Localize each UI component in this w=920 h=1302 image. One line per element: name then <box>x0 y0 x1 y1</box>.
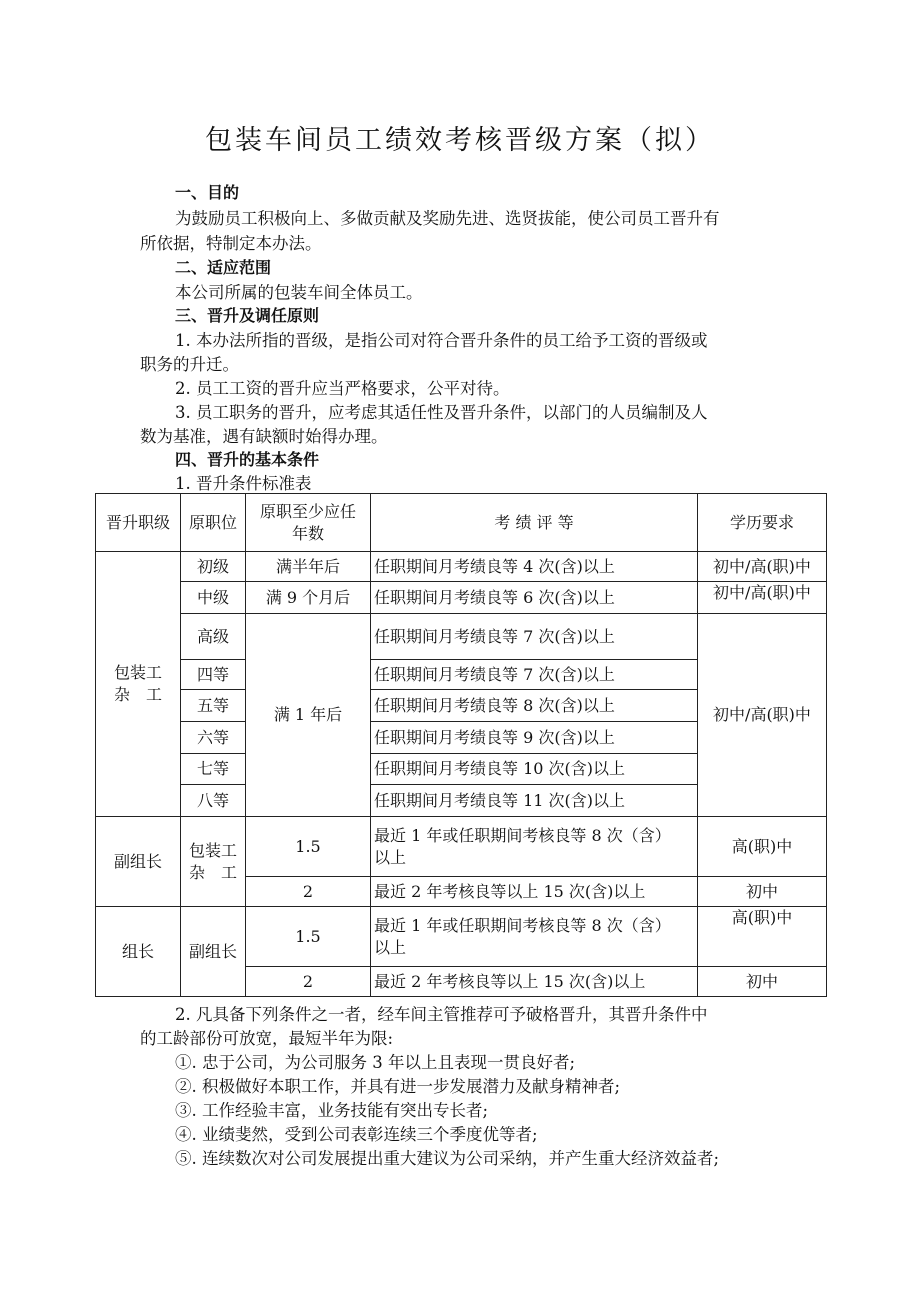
orig-cell: 六等 <box>181 722 246 754</box>
edu-cell: 初中/高(职)中 <box>698 582 827 614</box>
header-education: 学历要求 <box>698 494 827 552</box>
eval-cell: 任职期间月考绩良等 7 次(含)以上 <box>371 614 698 660</box>
level-leader: 组长 <box>96 907 181 997</box>
orig-cell: 初级 <box>181 552 246 582</box>
table-caption: 1. 晋升条件标准表 <box>175 474 312 493</box>
edu-cell: 初中 <box>698 877 827 907</box>
eval-cell: 任职期间月考绩良等 6 次(含)以上 <box>371 582 698 614</box>
section-3-heading: 三、晋升及调任原则 <box>175 306 320 325</box>
orig-cell: 包装工 杂 工 <box>181 817 246 907</box>
exception-item: ③. 工作经验丰富，业务技能有突出专长者; <box>175 1101 489 1120</box>
years-cell-shared: 满 1 年后 <box>246 614 371 817</box>
promotion-criteria-table <box>95 493 827 997</box>
section-1-heading: 一、目的 <box>175 183 240 202</box>
section-1-text: 为鼓励员工积极向上、多做贡献及奖励先进、选贤拔能，使公司员工晋升有 <box>175 209 720 228</box>
orig-cell: 副组长 <box>181 907 246 997</box>
edu-cell: 初中 <box>698 967 827 997</box>
exception-item: ②. 积极做好本职工作，并具有进一步发展潜力及献身精神者; <box>175 1077 621 1096</box>
level-packer: 包装工 杂 工 <box>96 552 181 817</box>
section-4-item-2: 2. 凡具备下列条件之一者，经车间主管推荐可予破格晋升，其晋升条件中 <box>175 1005 708 1024</box>
eval-cell: 最近 1 年或任职期间考核良等 8 次（含） 以上 <box>371 907 698 967</box>
section-3-item-2: 2. 员工工资的晋升应当严格要求，公平对待。 <box>175 379 510 398</box>
edu-cell: 初中/高(职)中 <box>698 552 827 582</box>
section-3-item-3: 3. 员工职务的晋升，应考虑其适任性及晋升条件，以部门的人员编制及人 <box>175 403 708 422</box>
exception-item: ⑤. 连续数次对公司发展提出重大建议为公司采纳，并产生重大经济效益者; <box>175 1149 720 1168</box>
header-level: 晋升职级 <box>96 494 181 552</box>
eval-cell: 任职期间月考绩良等 4 次(含)以上 <box>371 552 698 582</box>
years-cell: 1.5 <box>246 817 371 877</box>
section-2-text: 本公司所属的包装车间全体员工。 <box>175 283 423 302</box>
section-3-item-1: 1. 本办法所指的晋级，是指公司对符合晋升条件的员工给予工资的晋级或 <box>175 331 708 350</box>
edu-cell: 高(职)中 <box>698 817 827 877</box>
eval-cell: 任职期间月考绩良等 8 次(含)以上 <box>371 690 698 722</box>
years-cell: 1.5 <box>246 907 371 967</box>
exception-item: ①. 忠于公司，为公司服务 3 年以上且表现一贯良好者; <box>175 1053 576 1072</box>
header-min-years: 原职至少应任 年数 <box>246 494 371 552</box>
header-evaluation: 考 绩 评 等 <box>371 494 698 552</box>
edu-cell: 高(职)中 <box>698 907 827 967</box>
orig-cell: 五等 <box>181 690 246 722</box>
eval-cell: 任职期间月考绩良等 11 次(含)以上 <box>371 785 698 817</box>
years-cell: 2 <box>246 967 371 997</box>
section-4-heading: 四、晋升的基本条件 <box>175 450 320 469</box>
orig-cell: 七等 <box>181 754 246 785</box>
eval-cell: 任职期间月考绩良等 7 次(含)以上 <box>371 660 698 690</box>
table-row <box>96 817 827 877</box>
document-title: 包装车间员工绩效考核晋级方案（拟） <box>205 125 715 156</box>
level-deputy-leader: 副组长 <box>96 817 181 907</box>
table-row <box>96 907 827 967</box>
section-1-text-cont: 所依据，特制定本办法。 <box>140 234 322 253</box>
header-orig-position: 原职位 <box>181 494 246 552</box>
table-row <box>96 552 827 582</box>
eval-cell: 最近 2 年考核良等以上 15 次(含)以上 <box>371 877 698 907</box>
table-row <box>96 614 827 660</box>
orig-cell: 四等 <box>181 660 246 690</box>
years-cell: 满半年后 <box>246 552 371 582</box>
eval-cell: 最近 1 年或任职期间考核良等 8 次（含） 以上 <box>371 817 698 877</box>
eval-cell: 最近 2 年考核良等以上 15 次(含)以上 <box>371 967 698 997</box>
section-3-item-1-cont: 职务的升迁。 <box>140 355 239 374</box>
section-3-item-3-cont: 数为基准，遇有缺额时始得办理。 <box>140 427 388 446</box>
orig-cell: 八等 <box>181 785 246 817</box>
years-cell: 2 <box>246 877 371 907</box>
section-2-heading: 二、适应范围 <box>175 258 272 277</box>
orig-cell: 高级 <box>181 614 246 660</box>
section-4-item-2-cont: 的工龄部份可放宽，最短半年为限: <box>140 1029 394 1048</box>
table-row <box>96 582 827 614</box>
eval-cell: 任职期间月考绩良等 9 次(含)以上 <box>371 722 698 754</box>
years-cell: 满 9 个月后 <box>246 582 371 614</box>
table-header-row <box>96 494 827 552</box>
edu-cell-shared: 初中/高(职)中 <box>698 614 827 817</box>
orig-cell: 中级 <box>181 582 246 614</box>
exception-item: ④. 业绩斐然，受到公司表彰连续三个季度优等者; <box>175 1125 538 1144</box>
eval-cell: 任职期间月考绩良等 10 次(含)以上 <box>371 754 698 785</box>
